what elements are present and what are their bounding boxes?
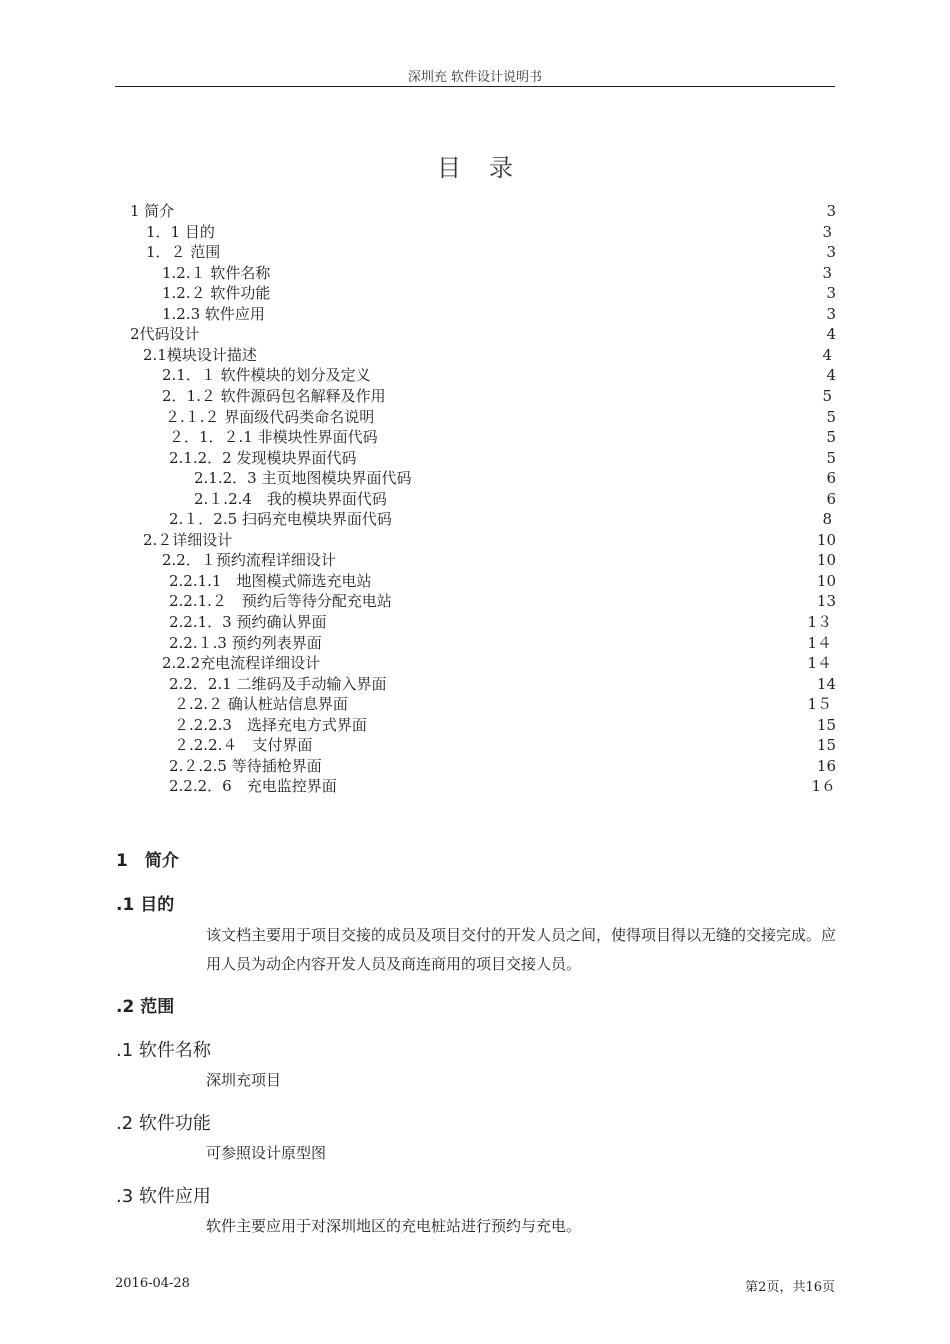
toc-entry-page: 15 [816,736,836,754]
toc-entry-page: 6 [826,490,836,508]
toc-entry-page: 5 [826,428,836,446]
toc-entry-page: 3 [826,305,836,323]
toc-entry-label: 1 简介 [130,202,175,220]
toc-entry-label: 2．1.２ 软件源码包名解释及作用 [162,387,386,405]
toc-entry-page: 4 [822,346,832,364]
software-application-paragraph: 软件主要应用于对深圳地区的充电桩站进行预约与充电。 [206,1217,582,1235]
purpose-paragraph: 该文档主要用于项目交接的成员及项目交付的开发人员之间，使得项目得以无缝的交接完成。应用人员为动企内容开发人员及商连商用的项目交接人员。 [206,926,837,973]
toc-entry-label: 2.2.１.3 预约列表界面 [169,634,322,652]
toc-entry-page: 1３ [807,613,832,631]
toc-entry-label: 2.2.1．3 预约确认界面 [169,613,327,631]
footer-date: 2016-04-28 [115,1276,190,1291]
toc-entry-label: ２．1．２.1 非模块性界面代码 [169,428,378,446]
toc-entry-page: 1５ [807,695,832,713]
toc-entry-label: 2.2．１预约流程详细设计 [162,551,336,569]
toc-entry-label: 1.2.１ 软件名称 [162,264,271,282]
section-heading-software-function: .2 软件功能 [116,1113,211,1134]
toc-entry-page: 5 [826,449,836,467]
toc-entry-label: 2.２.2.5 等待插枪界面 [169,757,322,775]
toc-entry-label: ２.2.2.４ 支付界面 [174,736,313,754]
toc-entry-page: 3 [826,202,836,220]
software-name-paragraph: 深圳充项目 [206,1071,282,1089]
toc-entry-label: 2.1.2．3 主页地图模块界面代码 [194,469,412,487]
toc-entry-label: 2.2.2充电流程详细设计 [162,654,321,672]
toc-entry-label: 1．1 目的 [146,223,215,241]
toc-entry-label: 2.２详细设计 [143,531,233,549]
section-heading-intro: 1 简介 [116,851,179,871]
toc-entry-page: 13 [816,592,836,610]
toc-entry-page: 10 [816,572,836,590]
toc-entry-page: 3 [822,264,832,282]
toc-entry-page: 3 [826,284,836,302]
toc-entry-label: 1．２ 范围 [146,243,221,261]
toc-entry-page: 4 [826,325,836,343]
toc-entry-label: 2.2.1.２ 预约后等待分配充电站 [169,592,392,610]
toc-entry-page: 16 [816,757,836,775]
page-header: 深圳充 软件设计说明书 [407,70,543,85]
toc-entry-page: 15 [816,716,836,734]
toc-entry-page: 5 [826,408,836,426]
toc-entry-label: 2.１．2.5 扫码充电模块界面代码 [169,510,392,528]
toc-entry-label: 1.2.3 软件应用 [162,305,265,323]
section-heading-purpose: .1 目的 [116,895,175,915]
toc-entry-page: 3 [826,243,836,261]
toc-entry-label: 2.1.2．2 发现模块界面代码 [169,449,357,467]
toc-entry-label: ２.2.２ 确认桩站信息界面 [174,695,348,713]
toc-entry-page: 14 [816,675,836,693]
toc-entry-label: ２.2.2.3 选择充电方式界面 [174,716,367,734]
section-heading-scope: .2 范围 [116,997,175,1017]
toc-entry-page: 4 [826,366,836,384]
toc-entry-label: 2.1模块设计描述 [143,346,257,364]
header-rule [115,86,835,87]
toc-entry-page: 1４ [807,654,832,672]
toc-entry-label: 2.2.2．6 充电监控界面 [169,777,337,795]
toc-entry-page: 10 [816,531,836,549]
section-heading-software-application: .3 软件应用 [116,1186,211,1207]
toc-entry-label: 2代码设计 [130,325,200,343]
toc-entry-label: 2.１.2.4 我的模块界面代码 [194,490,387,508]
footer-page-info: 第2页，共16页 [745,1280,835,1295]
toc-entry-page: 8 [822,510,832,528]
toc-entry-label: ２.１.２ 界面级代码类命名说明 [165,408,375,426]
toc-entry-page: 5 [822,387,832,405]
toc-entry-label: 1.2.２ 软件功能 [162,284,271,302]
toc-entry-page: 10 [816,551,836,569]
toc-title: 目录 [437,154,541,182]
toc-entry-label: 2.2.1.1 地图模式筛选充电站 [169,572,372,590]
toc-entry-page: 1６ [811,777,836,795]
toc-entry-page: 1４ [807,634,832,652]
toc-entry-page: 6 [826,469,836,487]
toc-entry-label: 2.2．2.1 二维码及手动输入界面 [169,675,387,693]
section-heading-software-name: .1 软件名称 [116,1040,211,1061]
software-function-paragraph: 可参照设计原型图 [206,1144,327,1162]
toc-entry-label: 2.1．１ 软件模块的划分及定义 [162,366,371,384]
toc-entry-page: 3 [822,223,832,241]
